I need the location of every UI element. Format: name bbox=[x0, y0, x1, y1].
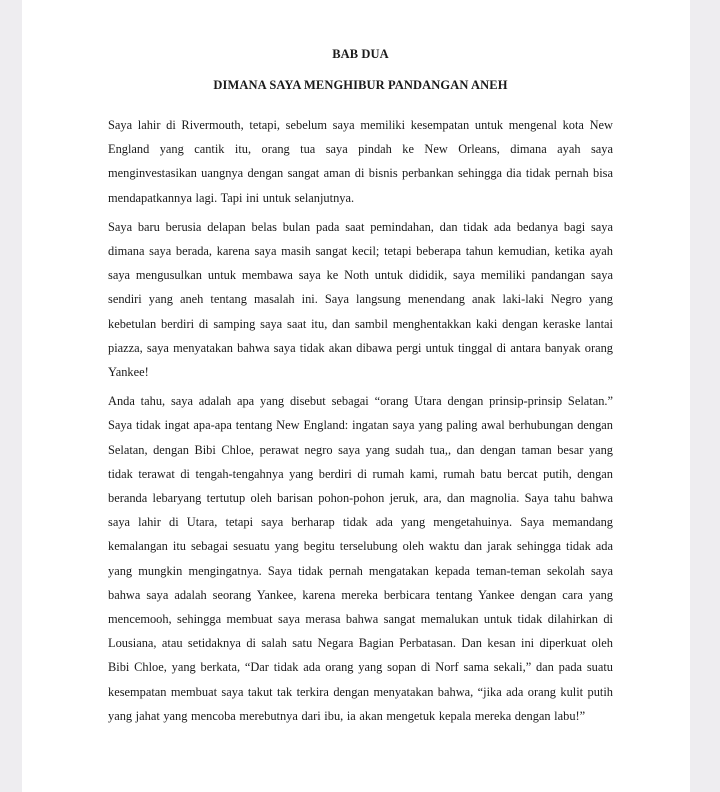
paragraph-1: Saya lahir di Rivermouth, tetapi, sebelum saya memiliki kesempatan untuk mengenal kota New England yang cantik itu, orang tua saya pindah ke New Orleans, dimana ayah saya menginvestasikan uangnya dengan sangat aman di bisnis perbankan sehingga dia tidak pernah bisa mendapatkannya lagi. Tapi ini untuk selanjutnya. bbox=[108, 118, 613, 205]
chapter-label: BAB DUA bbox=[332, 47, 389, 61]
chapter-body bbox=[108, 113, 613, 733]
chapter-title: DIMANA SAYA MENGHIBUR PANDANGAN ANEH bbox=[213, 78, 508, 92]
paragraph-2: Saya baru berusia delapan belas bulan pada saat pemindahan, dan tidak ada bedanya bagi saya dimana saya berada, karena saya masih sangat kecil; tetapi beberapa tahun kemudian, ketika ayah saya mengusulkan untuk membawa saya ke Noth untuk dididik, saya memiliki pandangan saya sendiri yang aneh tentang masalah ini. Saya langsung menendang anak laki-laki Negro yang kebetulan berdiri di samping saya saat itu, dan sambil menghentakkan kaki dengan keraske lantai piazza, saya menyatakan bahwa saya tidak akan dibawa pergi untuk tinggal di antara banyak orang Yankee! bbox=[108, 219, 613, 380]
document-page bbox=[22, 0, 690, 792]
paragraph-3: Anda tahu, saya adalah apa yang disebut sebagai “orang Utara dengan prinsip-prinsip Selatan.” Saya tidak ingat apa-apa tentang New England: ingatan saya yang paling awal berhubungan dengan Selatan, dengan Bibi Chloe, perawat negro saya yang sudah tua,, dan dengan taman besar yang tidak terawat di tengah-tengahnya yang berdiri di rumah kami, rumah batu bercat putih, dengan beranda lebaryang tertutup oleh barisan pohon-pohon jeruk, ara, dan magnolia. Saya tahu bahwa saya lahir di Utara, tetapi saya berharap tidak ada yang mengetahuinya. Saya memandang kemalangan itu sebagai sesuatu yang begitu terselubung oleh waktu dan jarak sehingga tidak ada yang mungkin mengingatnya. Saya tidak pernah mengatakan kepada teman-teman sekolah saya bahwa saya adalah seorang Yankee, karena mereka berbicara tentang Yankee dengan cara yang mencemooh, sehingga membuat saya merasa bahwa sangat memalukan untuk tidak dilahirkan di Lousiana, atau setidaknya di salah satu Negara Bagian Perbatasan. Dan kesan ini diperkuat oleh Bibi Chloe, yang berkata, “Dar tidak ada orang yang sopan di Norf sama sekali,” dan pada suatu kesempatan membuat saya takut tak terkira dengan menyatakan bahwa, “jika ada orang kulit putih yang jahat yang mencoba merebutnya dari ibu, ia akan mengetuk kepala mereka dengan labu!” bbox=[108, 394, 613, 723]
